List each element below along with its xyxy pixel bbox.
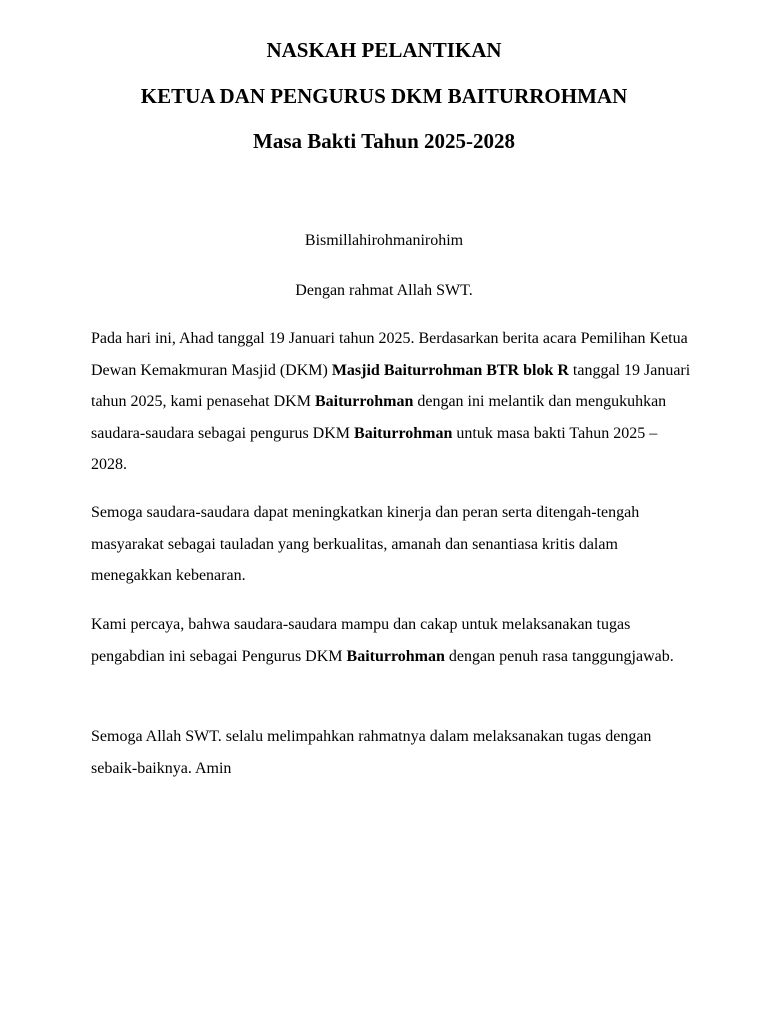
document-period: Masa Bakti Tahun 2025-2028 <box>253 129 515 153</box>
paragraph-text: Kami percaya, bahwa saudara-saudara mampu dan cakap untuk melaksanakan tugas pengabdian ini sebagai Pengurus DKM <box>91 616 631 665</box>
paragraph-text: Pada hari ini, Ahad tanggal 19 Januari tahun 2025. Berdasarkan berita acara Pemilihan Ketua Dewan Kemakmuran Masjid (DKM) <box>91 330 688 379</box>
basmalah-line: Bismillahirohmanirohim <box>304 232 464 249</box>
mosque-name: Masjid Baiturrohman BTR blok R <box>331 361 569 379</box>
rahmat-line: Dengan rahmat Allah SWT. <box>295 282 473 299</box>
paragraph-inauguration <box>91 323 691 481</box>
paragraph-text: dengan ini melantik dan mengukuhkan saudara-saudara sebagai pengurus DKM <box>91 393 667 442</box>
paragraph-trust <box>91 609 691 672</box>
dkm-name: Baiturrohman <box>314 393 414 410</box>
paragraph-prayer: Semoga Allah SWT. selalu melimpahkan rahmatnya dalam melaksanakan tugas dengan sebaik-baiknya. Amin <box>91 728 652 777</box>
paragraph-text: dengan penuh rasa tanggungjawab. <box>444 647 674 665</box>
paragraph-text: untuk masa bakti Tahun 2025 – 2028. <box>91 424 658 473</box>
paragraph-text: tanggal 19 Januari tahun 2025, kami penasehat DKM <box>91 361 691 410</box>
document-subtitle: KETUA DAN PENGURUS DKM BAITURROHMAN <box>140 84 628 108</box>
document-title: NASKAH PELANTIKAN <box>266 38 502 62</box>
dkm-name: Baiturrohman <box>354 424 453 442</box>
dkm-name: Baiturrohman <box>346 647 445 665</box>
paragraph-hope: Semoga saudara-saudara dapat meningkatkan kinerja dan peran serta ditengah-tengah masyarakat sebagai tauladan yang berkualitas, amanah dan senantiasa kritis dalam menegakkan kebenaran. <box>91 504 640 584</box>
